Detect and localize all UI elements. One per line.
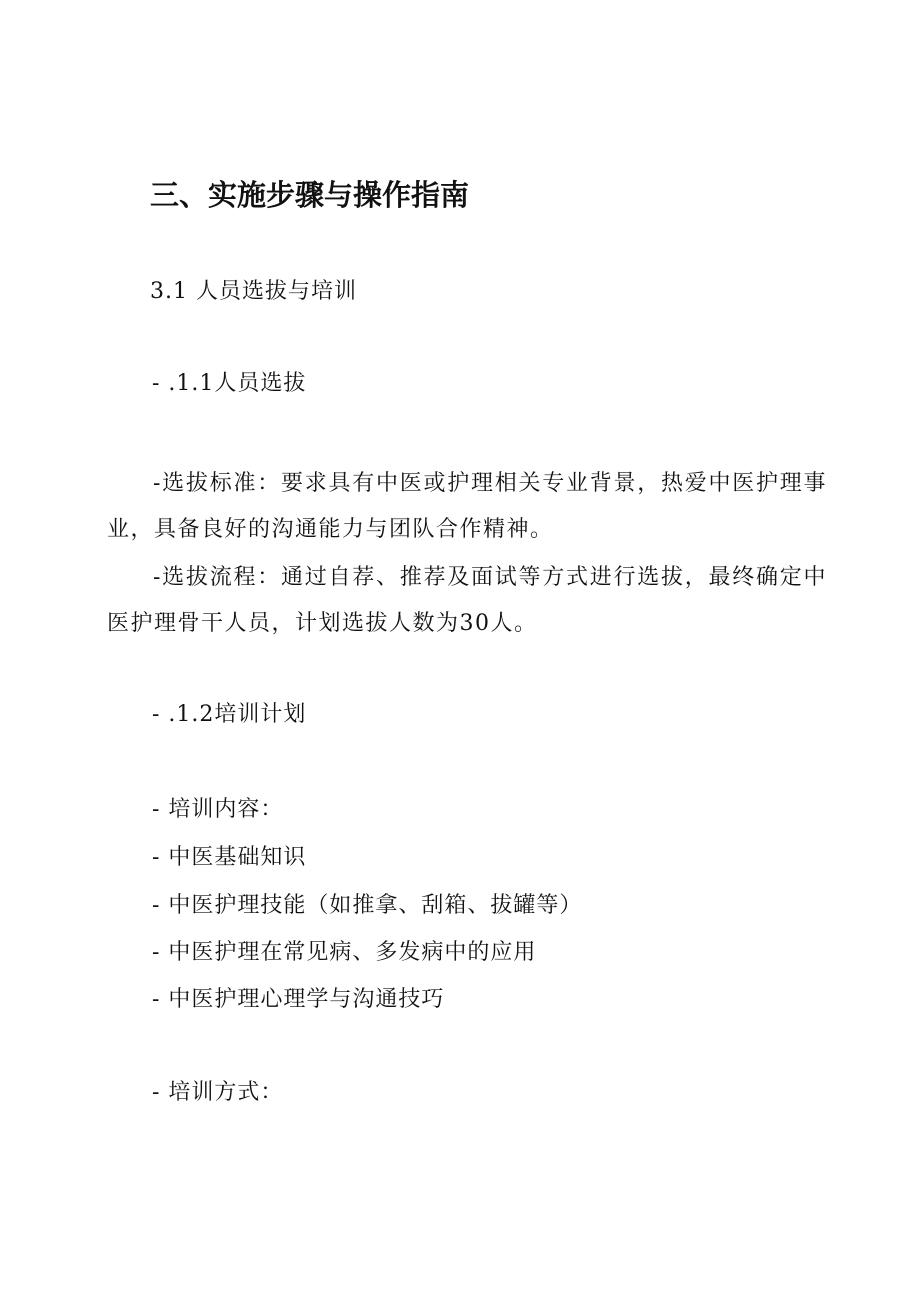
subsection-1-1-title: - .1.1人员选拔 [152,371,307,396]
list-item: - 中医护理技能（如推拿、刮箱、拔罐等） [152,893,583,918]
list-item: - 中医护理在常见病、多发病中的应用 [152,940,537,965]
selection-process-paragraph: -选拔流程：通过自荐、推荐及面试等方式进行选拔，最终确定中医护理骨干人员，计划选拔人数为30人。 [107,565,827,636]
section-3-1-title: 3.1 人员选拔与培训 [150,279,357,304]
list-item: - 中医基础知识 [152,845,307,870]
list-item: - 中医护理心理学与沟通技巧 [152,987,445,1012]
section-heading: 三、实施步骤与操作指南 [150,178,470,212]
subsection-1-2-title: - .1.2培训计划 [152,702,307,727]
training-method-label: - 培训方式： [152,1080,284,1105]
training-content-label: - 培训内容： [152,797,284,822]
selection-criteria-paragraph: -选拔标准：要求具有中医或护理相关专业背景，热爱中医护理事业，具备良好的沟通能力与团队合作精神。 [107,471,827,542]
